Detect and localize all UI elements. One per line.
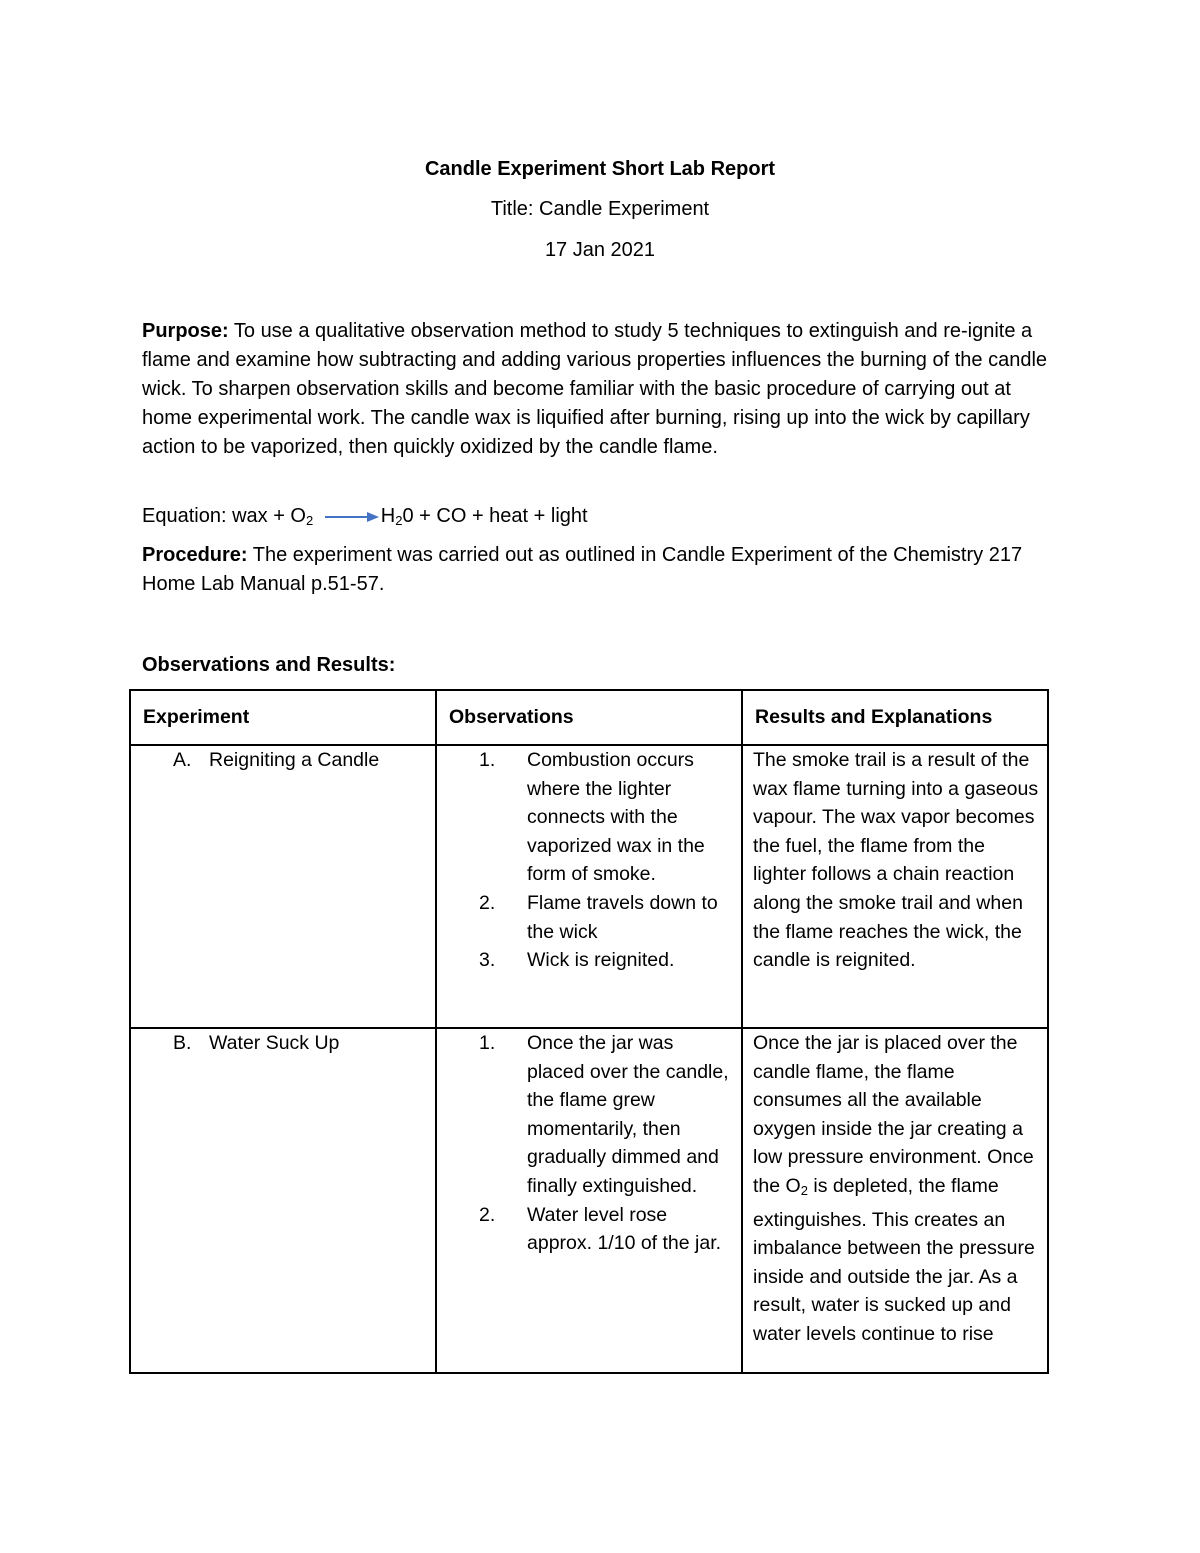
list-text: Water level rose approx. 1/10 of the jar. [527, 1203, 722, 1255]
experiment-marker: B. [173, 1032, 192, 1054]
observations-cell [436, 745, 742, 1028]
list-item [445, 1201, 733, 1258]
equation-label: Equation: wax + O [142, 505, 306, 527]
results-table [129, 689, 1049, 1374]
table-row [130, 1028, 1048, 1373]
table-row [130, 745, 1048, 1028]
report-title: Candle Experiment Short Lab Report [424, 158, 776, 180]
observations-cell [436, 1028, 742, 1373]
list-number: 3. [479, 949, 496, 972]
list-number: 1. [479, 749, 496, 771]
purpose-text: To use a qualitative observation method to study 5 techniques to extinguish and re-ignite a flame and examine how subtracting and adding various properties influences the burning of the candle wick. To sharpen observation skills and become familiar with the basic procedure of carrying out at home experimental work. The candle wax is liquified after burning, rising up into the wick by capillary action to be vaporized, then quickly oxidized by the candle flame. [142, 320, 1048, 458]
report-date: 17 Jan 2021 [544, 239, 656, 261]
equation-rest: 0 + CO + heat + light [402, 505, 588, 527]
list-item [445, 889, 733, 946]
results-cell [742, 745, 1048, 1028]
list-text: Combustion occurs where the lighter connects with the vaporized wax in the form of smoke. [527, 749, 705, 886]
experiment-marker: A. [173, 749, 192, 771]
experiment-name: Reigniting a Candle [209, 749, 380, 771]
observations-heading: Observations and Results: [142, 654, 396, 676]
header-results: Results and Explanations [742, 690, 1048, 745]
result-text: The smoke trail is a result of the wax flame turning into a gaseous vapour. The wax vapor becomes the fuel, the flame from the lighter follows a chain reaction along the smoke trail and when the flame reaches the wick, the candle is reignited. [753, 749, 1039, 972]
result-text [751, 1029, 1039, 1349]
results-cell [742, 1028, 1048, 1373]
equation-o2-subscript: 2 [305, 513, 314, 528]
result-text-part2: is depleted, the flame extinguishes. This creates an imbalance between the pressure inside and outside the jar. As a result, water is sucked up and water levels continue to rise [753, 1174, 1035, 1345]
list-number: 1. [479, 1032, 496, 1054]
experiment-cell [130, 745, 436, 1028]
title-line: Title: Candle Experiment [490, 198, 710, 220]
result-o2-subscript: 2 [800, 1182, 808, 1198]
procedure-paragraph [142, 541, 1062, 599]
procedure-text: The experiment was carried out as outlined in Candle Experiment of the Chemistry 217 Home Lab Manual p.51-57. [142, 544, 1023, 595]
equation-h2-subscript: 2 [395, 513, 403, 528]
header-observations: Observations [436, 690, 742, 745]
purpose-label: Purpose: [142, 320, 229, 342]
list-text: Wick is reignited. [527, 949, 675, 972]
table-header-row [130, 690, 1048, 745]
list-number: 2. [479, 1203, 496, 1226]
purpose-paragraph [142, 317, 1062, 462]
list-item [445, 746, 733, 889]
list-item [445, 946, 733, 975]
list-item [445, 1029, 733, 1201]
experiment-name: Water Suck Up [209, 1032, 340, 1054]
equation-h-part: H [380, 505, 396, 527]
list-text: Once the jar was placed over the candle, the flame grew momentarily, then gradually dimmed and finally extinguished. [527, 1032, 729, 1197]
list-text: Flame travels down to the wick [527, 891, 718, 943]
reaction-arrow-icon [325, 510, 379, 524]
equation-line [142, 503, 588, 534]
procedure-label: Procedure: [142, 544, 248, 566]
result-text-part1: Once the jar is placed over the candle flame, the flame consumes all the available oxygen inside the jar creating a low pressure environment. Once the O [753, 1032, 1034, 1197]
experiment-cell [130, 1028, 436, 1373]
header-experiment: Experiment [130, 690, 436, 745]
list-number: 2. [479, 891, 496, 914]
